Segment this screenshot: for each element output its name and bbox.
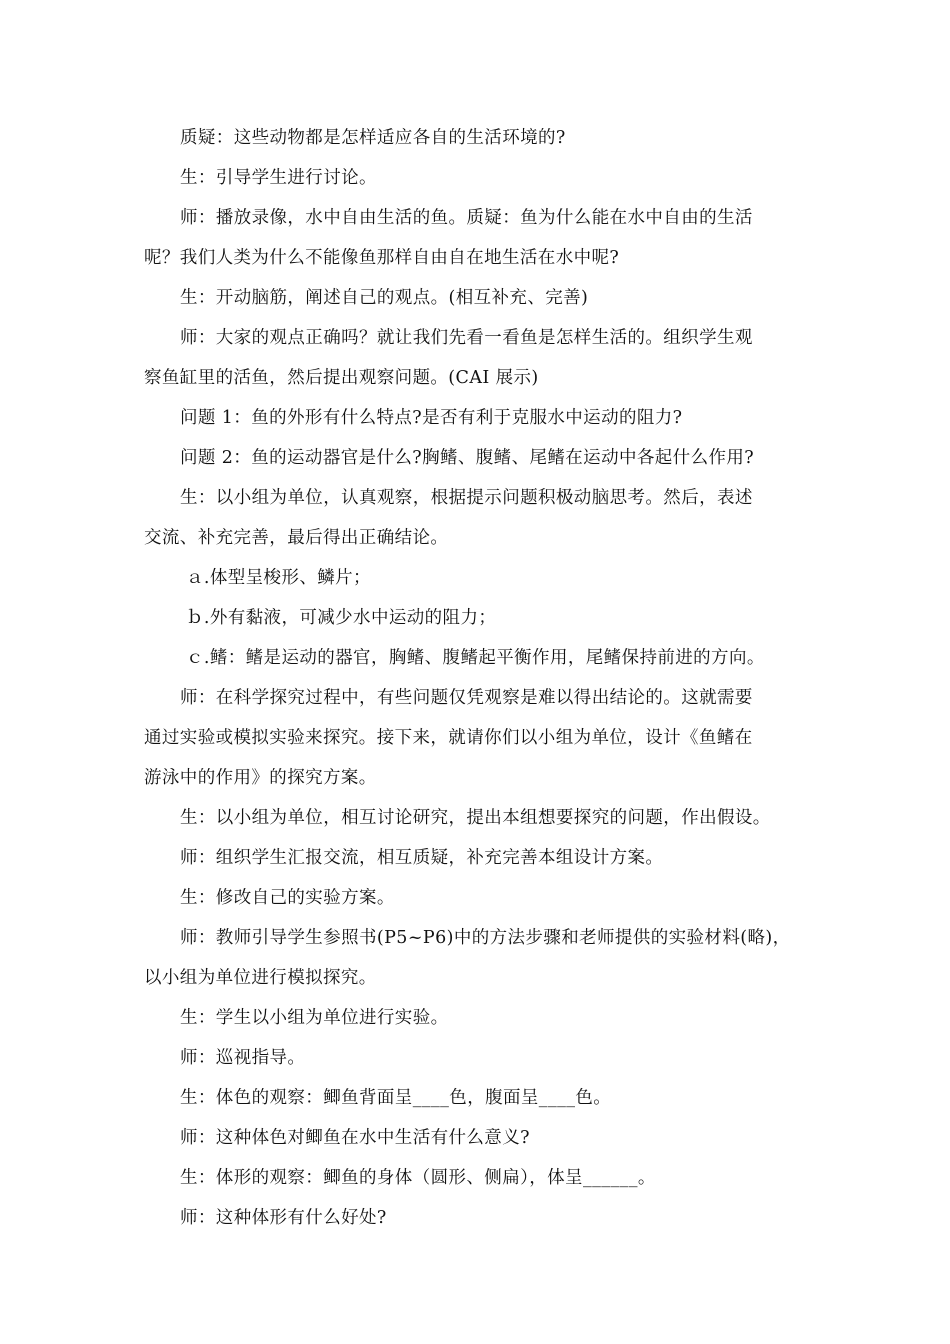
list-item: ａ.体型呈梭形、鳞片； (186, 568, 371, 588)
paragraph-line: 师：在科学探究过程中，有些问题仅凭观察是难以得出结论的。这就需要 (180, 688, 753, 708)
paragraph-line: 以小组为单位进行模拟探究。 (144, 968, 377, 988)
paragraph-line: 生：以小组为单位，认真观察，根据提示问题积极动脑思考。然后，表述 (180, 488, 753, 508)
paragraph-line: 师：巡视指导。 (180, 1048, 306, 1068)
paragraph-line: 呢？我们人类为什么不能像鱼那样自由自在地生活在水中呢? (144, 248, 620, 268)
paragraph-line: 问题 1：鱼的外形有什么特点?是否有利于克服水中运动的阻力? (180, 408, 683, 428)
paragraph-line: 师：这种体形有什么好处? (180, 1208, 387, 1228)
paragraph-line: 生：修改自己的实验方案。 (180, 888, 395, 908)
paragraph-line: 交流、补充完善，最后得出正确结论。 (144, 528, 449, 548)
paragraph-line: 生：学生以小组为单位进行实验。 (180, 1008, 449, 1028)
paragraph-line: 师：播放录像，水中自由生活的鱼。质疑：鱼为什么能在水中自由的生活 (180, 208, 753, 228)
paragraph-line: 游泳中的作用》的探究方案。 (144, 768, 377, 788)
paragraph-line: 师：这种体色对鲫鱼在水中生活有什么意义? (180, 1128, 530, 1148)
paragraph-line: 生：体形的观察：鲫鱼的身体（圆形、侧扁），体呈______。 (180, 1168, 656, 1188)
paragraph-line: 师：教师引导学生参照书(P5~P6)中的方法步骤和老师提供的实验材料(略)， (180, 928, 791, 948)
paragraph-line: 生：引导学生进行讨论。 (180, 168, 377, 188)
paragraph-line: 生：体色的观察：鲫鱼背面呈____色，腹面呈____色。 (180, 1088, 612, 1108)
list-item: ｂ.外有黏液，可减少水中运动的阻力； (186, 608, 497, 628)
paragraph-line: 察鱼缸里的活鱼，然后提出观察问题。(CAI 展示) (144, 368, 539, 388)
paragraph-line: 师：大家的观点正确吗？就让我们先看一看鱼是怎样生活的。组织学生观 (180, 328, 753, 348)
list-item: ｃ.鳍：鳍是运动的器官，胸鳍、腹鳍起平衡作用，尾鳍保持前进的方向。 (186, 648, 765, 668)
paragraph-line: 生：以小组为单位，相互讨论研究，提出本组想要探究的问题，作出假设。 (180, 808, 771, 828)
paragraph-line: 通过实验或模拟实验来探究。接下来，就请你们以小组为单位，设计《鱼鳍在 (144, 728, 753, 748)
paragraph-line: 问题 2：鱼的运动器官是什么?胸鳍、腹鳍、尾鳍在运动中各起什么作用? (180, 448, 755, 468)
paragraph-line: 生：开动脑筋，阐述自己的观点。(相互补充、完善) (180, 288, 589, 308)
document-page (144, 118, 812, 1238)
paragraph-line: 质疑：这些动物都是怎样适应各自的生活环境的? (180, 128, 566, 148)
paragraph-line: 师：组织学生汇报交流，相互质疑，补充完善本组设计方案。 (180, 848, 664, 868)
